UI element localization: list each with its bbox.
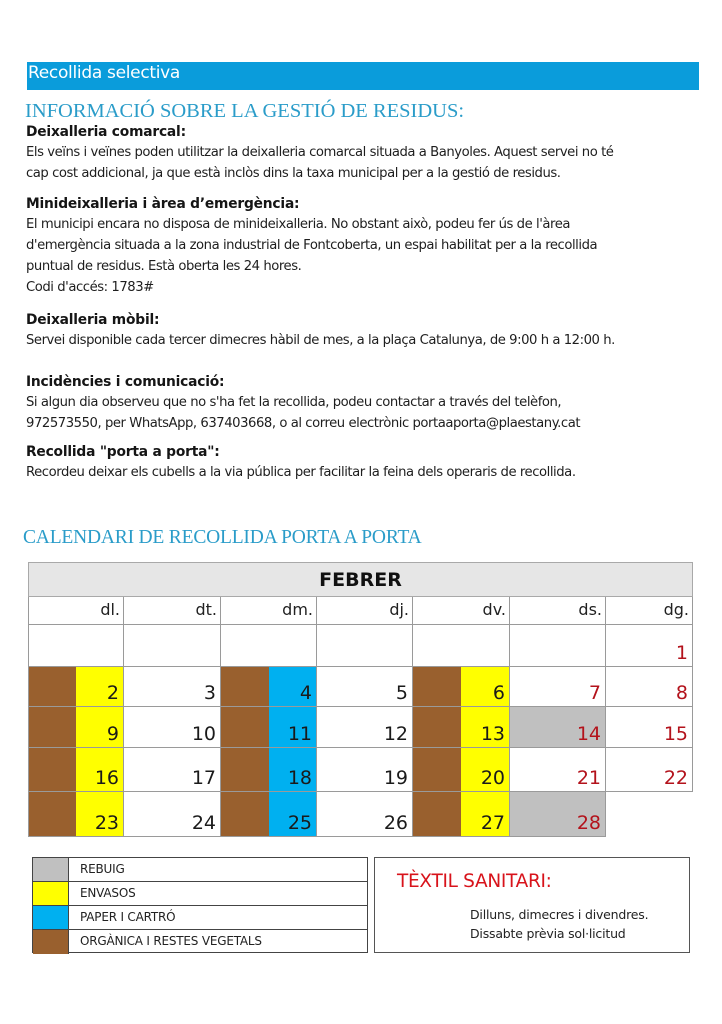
- calendar-day: [317, 667, 413, 707]
- day-number: 22: [663, 767, 688, 789]
- organic-collection-marker: [221, 667, 269, 706]
- day-number: 25: [287, 812, 312, 834]
- organic-collection-marker: [29, 707, 76, 747]
- weekday-header: dv.: [413, 597, 510, 625]
- calendar-heading: CALENDARI DE RECOLLIDA PORTA A PORTA: [23, 527, 422, 548]
- weekday-header: dl.: [28, 597, 124, 625]
- calendar-day: [510, 707, 606, 748]
- day-number: 26: [383, 812, 408, 834]
- day-number: 11: [287, 723, 312, 745]
- day-number: 6: [492, 682, 505, 704]
- section-text-line: Servei disponible cada tercer dimecres hàbil de mes, a la plaça Catalunya, de 9:00 h a 12:00 h.: [26, 333, 615, 348]
- legend-swatch: [33, 882, 69, 905]
- section-text-line: Codi d'accés: 1783#: [26, 280, 154, 295]
- day-number: 13: [480, 723, 505, 745]
- weekday-header: ds.: [510, 597, 606, 625]
- section-title: Minideixalleria i àrea d’emergència:: [26, 196, 300, 212]
- legend-item-paper: [33, 906, 367, 930]
- calendar-day: [317, 792, 413, 837]
- organic-collection-marker: [221, 748, 269, 791]
- calendar-empty-cell: [510, 625, 606, 667]
- legend-swatch: [33, 858, 69, 881]
- info-section: [26, 194, 706, 298]
- day-number: 5: [395, 682, 408, 704]
- calendar-day: [124, 667, 221, 707]
- weekday-header: dg.: [606, 597, 693, 625]
- section-text-line: Els veïns i veïnes poden utilitzar la deixalleria comarcal situada a Banyoles. Aquest servei no té: [26, 145, 614, 160]
- weekday-header: dj.: [317, 597, 413, 625]
- organic-collection-marker: [413, 707, 461, 747]
- day-number: 8: [675, 682, 688, 704]
- section-title: Recollida "porta a porta":: [26, 444, 220, 460]
- calendar-day: [221, 748, 317, 792]
- day-number: 20: [480, 767, 505, 789]
- calendar-empty-cell: [124, 625, 221, 667]
- legend-label: REBUIG: [80, 862, 125, 876]
- info-section: [26, 442, 706, 483]
- calendar-day: [510, 748, 606, 792]
- legend-item-rebuig: [33, 858, 367, 882]
- textil-title: TÈXTIL SANITARI:: [397, 871, 552, 892]
- calendar-day: [28, 748, 124, 792]
- organic-collection-marker: [29, 792, 76, 836]
- day-number: 3: [203, 682, 216, 704]
- day-number: 1: [675, 642, 688, 664]
- section-title: Deixalleria comarcal:: [26, 124, 186, 140]
- legend-item-organica: [33, 930, 367, 954]
- calendar-day: [510, 792, 606, 837]
- section-text-line: d'emergència situada a la zona industrial de Fontcoberta, un espai habilitat per a la recollida: [26, 238, 598, 253]
- day-number: 18: [287, 767, 312, 789]
- textil-line: Dilluns, dimecres i divendres.: [470, 907, 649, 922]
- organic-collection-marker: [29, 667, 76, 706]
- textil-line: Dissabte prèvia sol·licitud: [470, 926, 626, 941]
- day-number: 21: [576, 767, 601, 789]
- section-text-line: puntual de residus. Està oberta les 24 hores.: [26, 259, 302, 274]
- calendar-day: [124, 707, 221, 748]
- section-banner: [27, 62, 699, 90]
- section-text-line: cap cost addicional, ja que està inclòs dins la taxa municipal per a la gestió de residus.: [26, 166, 561, 181]
- calendar-day: [510, 667, 606, 707]
- info-heading: INFORMACIÓ SOBRE LA GESTIÓ DE RESIDUS:: [25, 100, 465, 122]
- calendar-day: [606, 667, 693, 707]
- organic-collection-marker: [221, 707, 269, 747]
- calendar-day: [221, 792, 317, 837]
- legend-item-envasos: [33, 882, 367, 906]
- info-section: [26, 310, 706, 351]
- day-number: 23: [94, 812, 119, 834]
- day-number: 19: [383, 767, 408, 789]
- day-number: 2: [106, 682, 119, 704]
- legend-swatch: [33, 930, 69, 954]
- organic-collection-marker: [413, 667, 461, 706]
- section-text-line: El municipi encara no disposa de minideixalleria. No obstant això, podeu fer ús de l'àrea: [26, 217, 570, 232]
- calendar-day: [606, 625, 693, 667]
- calendar-empty-cell: [317, 625, 413, 667]
- calendar-day: [124, 748, 221, 792]
- calendar-day: [413, 748, 510, 792]
- waste-legend: [32, 857, 368, 953]
- legend-swatch: [33, 906, 69, 929]
- calendar-day: [28, 667, 124, 707]
- day-number: 27: [480, 812, 505, 834]
- legend-label: PAPER I CARTRÓ: [80, 910, 176, 924]
- day-number: 15: [663, 723, 688, 745]
- legend-label: ENVASOS: [80, 886, 136, 900]
- day-number: 24: [191, 812, 216, 834]
- textil-sanitari-box: [374, 857, 690, 953]
- info-section: [26, 372, 706, 434]
- day-number: 12: [383, 723, 408, 745]
- calendar-day: [124, 792, 221, 837]
- calendar-day: [413, 792, 510, 837]
- calendar-day: [606, 748, 693, 792]
- section-text-line: Recordeu deixar els cubells a la via pública per facilitar la feina dels operaris de recollida.: [26, 465, 576, 480]
- calendar-day: [606, 707, 693, 748]
- calendar-day: [317, 748, 413, 792]
- calendar-day: [317, 707, 413, 748]
- calendar-day: [413, 707, 510, 748]
- day-number: 17: [191, 767, 216, 789]
- day-number: 16: [94, 767, 119, 789]
- day-number: 9: [106, 723, 119, 745]
- calendar-day: [28, 707, 124, 748]
- calendar-day: [413, 667, 510, 707]
- organic-collection-marker: [413, 748, 461, 791]
- legend-label: ORGÀNICA I RESTES VEGETALS: [80, 934, 262, 948]
- organic-collection-marker: [413, 792, 461, 836]
- banner-title: Recollida selectiva: [28, 63, 181, 83]
- weekday-header: dt.: [124, 597, 221, 625]
- section-text-line: Si algun dia observeu que no s'ha fet la recollida, podeu contactar a través del telèfon,: [26, 395, 562, 410]
- day-number: 28: [576, 812, 601, 834]
- section-title: Deixalleria mòbil:: [26, 312, 160, 328]
- calendar-day: [28, 792, 124, 837]
- calendar-day: [221, 707, 317, 748]
- day-number: 10: [191, 723, 216, 745]
- organic-collection-marker: [221, 792, 269, 836]
- calendar-month: FEBRER: [28, 562, 693, 597]
- calendar-day: [221, 667, 317, 707]
- calendar-empty-cell: [28, 625, 124, 667]
- day-number: 4: [299, 682, 312, 704]
- day-number: 14: [576, 723, 601, 745]
- section-text-line: 972573550, per WhatsApp, 637403668, o al correu electrònic portaaporta@plaestany.cat: [26, 416, 581, 431]
- calendar-empty-cell: [221, 625, 317, 667]
- weekday-header: dm.: [221, 597, 317, 625]
- section-title: Incidències i comunicació:: [26, 374, 225, 390]
- info-section: [26, 122, 706, 184]
- organic-collection-marker: [29, 748, 76, 791]
- day-number: 7: [588, 682, 601, 704]
- calendar-empty-cell: [413, 625, 510, 667]
